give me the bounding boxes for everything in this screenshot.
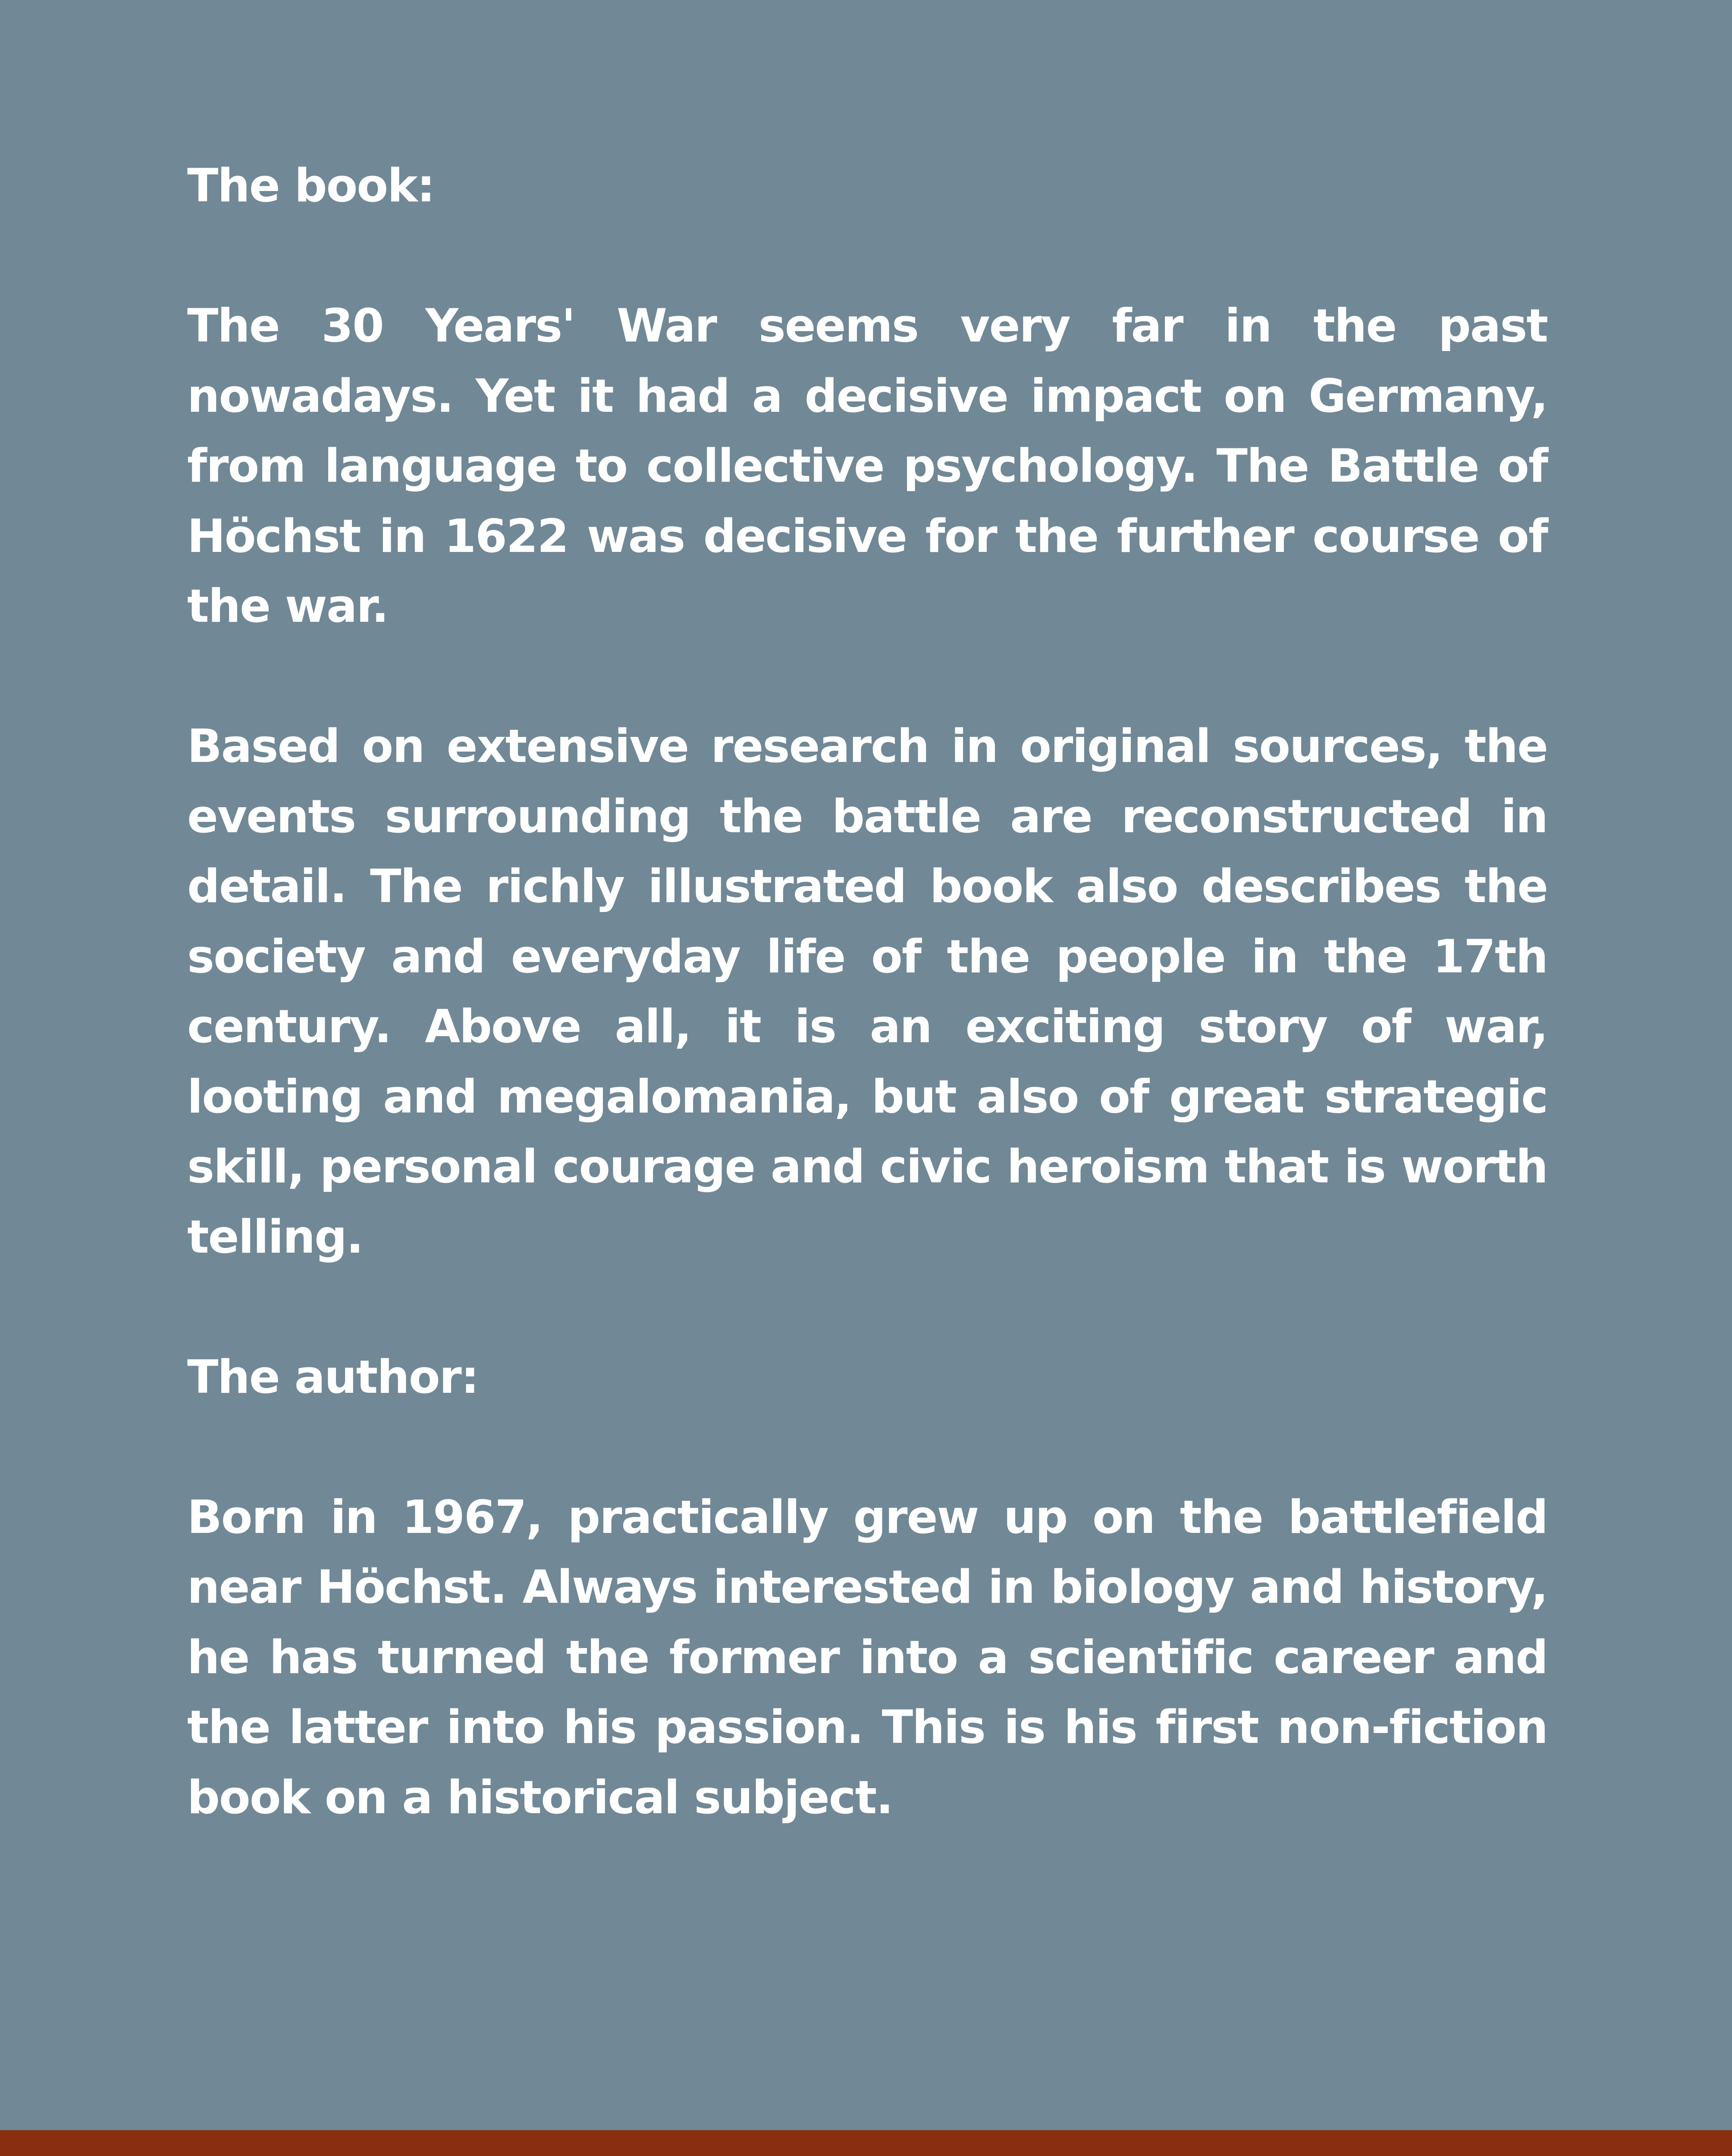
book-paragraph-1: The 30 Years' War seems very far in the past nowadays. Yet it had a decisive impact on Germany, from language to collective psychology. The Battle of Höchst in 1622 was decisive for the further course of the war. [187,299,1547,633]
accent-band [0,2130,1732,2156]
book-heading: The book: [187,159,434,212]
book-paragraph-2: Based on extensive research in original sources, the events surrounding the battle are reconstructed in detail. The richly illustrated book also describes the society and everyday life of the people in the 17th century. Above all, it is an exciting story of war, looting and megalomania, but also of great strategic skill, personal courage and civic heroism that is worth telling. [187,720,1547,1263]
author-paragraph: Born in 1967, practically grew up on the battlefield near Höchst. Always interested in biology and history, he has turned the former into a scientific career and the latter into his passion. This is his first non-fiction book on a historical subject. [187,1490,1547,1824]
blurb-text [187,151,1547,1903]
author-heading: The author: [187,1350,479,1404]
